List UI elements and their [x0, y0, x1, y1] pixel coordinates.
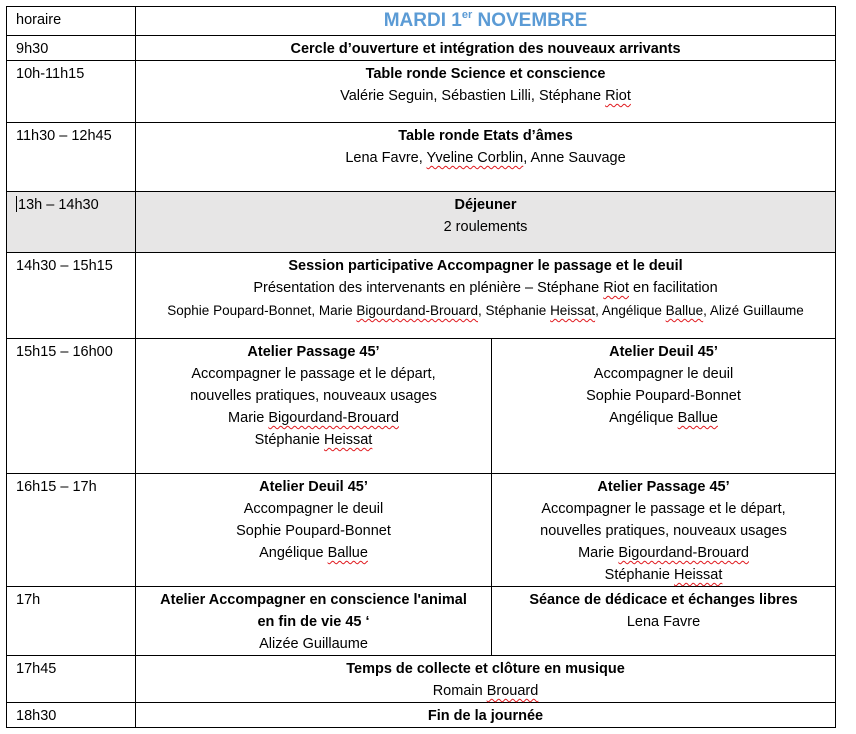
workshop-speaker: Lena Favre [626, 614, 701, 630]
table-row [7, 474, 836, 587]
workshop-title-cont: en fin de vie 45 ‘ [257, 614, 370, 630]
workshop-speaker: Sophie Poupard-Bonnet [236, 523, 391, 539]
workshop-title: Atelier Passage 45’ [597, 479, 730, 495]
workshop-speaker: Marie Bigourdand-Brouard [578, 545, 749, 561]
session-title: Session participative Accompagner le passage et le deuil [288, 258, 683, 274]
workshop-line: nouvelles pratiques, nouveaux usages [190, 388, 437, 404]
session-cell [136, 253, 836, 339]
session-speakers: Lena Favre, Yveline Corblin, Anne Sauvage [345, 150, 626, 166]
workshop-speaker: Angélique Ballue [259, 545, 368, 561]
workshop-cell-left [136, 587, 492, 656]
session-cell [136, 192, 836, 253]
session-cell [136, 61, 836, 123]
time-cell: 10h-11h15 [7, 61, 136, 123]
workshop-speaker: Marie Bigourdand-Brouard [228, 410, 399, 426]
table-row [7, 36, 836, 61]
time-cell: 17h45 [7, 656, 136, 703]
time-cell: 17h [7, 587, 136, 656]
workshop-cell-right [492, 474, 836, 587]
workshop-speaker: Alizée Guillaume [259, 636, 368, 652]
workshop-speaker: Sophie Poupard-Bonnet [586, 388, 741, 404]
text-cursor [16, 196, 17, 212]
workshop-cell-left [136, 474, 492, 587]
time-cell: 13h – 14h30 [7, 192, 136, 253]
session-speakers: Valérie Seguin, Sébastien Lilli, Stéphane Riot [340, 88, 631, 104]
time-cell: 18h30 [7, 703, 136, 728]
table-row [7, 123, 836, 192]
workshop-line: Accompagner le passage et le départ, [191, 366, 436, 382]
day-title: MARDI 1er NOVEMBRE [136, 7, 836, 36]
table-row [7, 339, 836, 474]
workshop-speaker: Stéphanie Heissat [254, 432, 373, 448]
session-subtitle: 2 roulements [443, 219, 528, 235]
session-cell [136, 36, 836, 61]
schedule-table [6, 6, 836, 728]
table-row [7, 656, 836, 703]
workshop-speaker: Angélique Ballue [609, 410, 718, 426]
workshop-line: nouvelles pratiques, nouveaux usages [540, 523, 787, 539]
time-cell: 14h30 – 15h15 [7, 253, 136, 339]
table-row [7, 703, 836, 728]
session-description: Présentation des intervenants en plénière – Stéphane Riot en facilitation [253, 280, 718, 296]
session-cell [136, 656, 836, 703]
workshop-cell-right [492, 587, 836, 656]
session-cell [136, 123, 836, 192]
workshop-speaker: Stéphanie Heissat [604, 567, 723, 583]
table-row [7, 61, 836, 123]
table-row [7, 253, 836, 339]
time-cell: 11h30 – 12h45 [7, 123, 136, 192]
session-speakers: Sophie Poupard-Bonnet, Marie Bigourdand-Brouard, Stéphanie Heissat, Angélique Ballue, Alizé Guillaume [167, 303, 804, 318]
header-row [7, 7, 836, 36]
workshop-line: Accompagner le passage et le départ, [541, 501, 786, 517]
session-title: Déjeuner [454, 197, 517, 213]
session-title: Table ronde Etats d’âmes [398, 128, 573, 144]
workshop-title: Séance de dédicace et échanges libres [529, 592, 798, 608]
table-row [7, 587, 836, 656]
workshop-title: Atelier Deuil 45’ [609, 344, 718, 360]
workshop-title: Atelier Passage 45’ [247, 344, 380, 360]
session-title: Fin de la journée [427, 708, 544, 724]
workshop-cell-left [136, 339, 492, 474]
session-cell [136, 703, 836, 728]
session-title: Table ronde Science et conscience [365, 66, 606, 82]
workshop-line: Accompagner le deuil [243, 501, 384, 517]
workshop-cell-right [492, 339, 836, 474]
session-title: Temps de collecte et clôture en musique [346, 661, 625, 677]
time-cell: 9h30 [7, 36, 136, 61]
session-speakers: Romain Brouard [432, 683, 539, 699]
workshop-line: Accompagner le deuil [593, 366, 734, 382]
table-row [7, 192, 836, 253]
session-title: Cercle d’ouverture et intégration des nouveaux arrivants [290, 41, 681, 57]
time-column-header: horaire [7, 7, 136, 36]
workshop-title: Atelier Deuil 45’ [259, 479, 368, 495]
time-cell: 15h15 – 16h00 [7, 339, 136, 474]
time-cell: 16h15 – 17h [7, 474, 136, 587]
workshop-title: Atelier Accompagner en conscience l'animal [160, 592, 467, 608]
